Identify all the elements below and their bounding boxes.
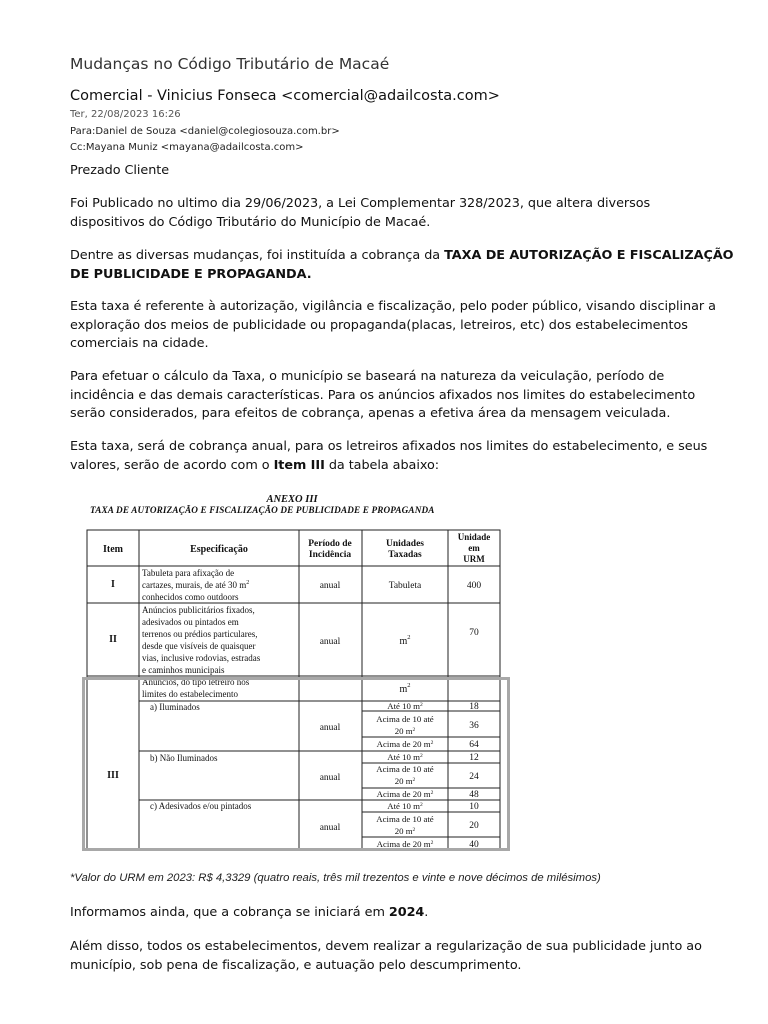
paragraph-5-text-end: da tabela abaixo:	[324, 457, 440, 473]
greeting: Prezado Cliente	[70, 163, 170, 178]
value-b3: 48	[469, 790, 479, 800]
paragraph-1-line-1: Foi Publicado no ultimo dia 29/06/2023, a Lei Complementar 328/2023, que altera diversos	[70, 196, 651, 211]
row1-urm: 400	[466, 581, 482, 591]
paragraph-3-line-2: exploração dos meios de publicidade ou propaganda(placas, letreiros, etc) dos estabelecimentos	[70, 317, 688, 333]
paragraph-4-line-1: Para efetuar o cálculo da Taxa, o município se baseará na natureza da veiculação, período de	[70, 369, 665, 384]
row2-spec-line6: e caminhos municipais	[142, 665, 225, 675]
tier-c2-label-l1: Acima de 10 até	[376, 814, 434, 824]
header-period-line1: Período de	[308, 539, 352, 549]
row3-spec-line2: limites do estabelecimento	[142, 689, 238, 699]
paragraph-3	[70, 298, 716, 354]
paragraph-5-text: valores, serão de acordo com o	[70, 457, 274, 473]
row1-spec-line1: Tabuleta para afixação de	[142, 568, 235, 578]
row3-sub-b: b) Não Iluminados	[150, 753, 218, 763]
paragraph-1	[70, 195, 710, 232]
row2-spec-line2: adesivados ou pintados em	[142, 617, 239, 627]
tier-a3-label: Acima de 20 $m^2$	[376, 739, 434, 749]
value-a3: 64	[469, 740, 479, 750]
header-period-line2: Incidência	[308, 550, 352, 560]
value-c1: 10	[469, 802, 479, 812]
row3-sub-c: c) Adesivados e/ou pintados	[150, 801, 252, 811]
row2-spec-line5: vias, inclusive rodovias, estradas	[142, 653, 261, 663]
paragraph-3-line-3: comerciais na cidade.	[70, 336, 209, 351]
value-c3: 40	[469, 840, 479, 850]
annex-table-image	[82, 492, 514, 862]
item-iii-bold: Item III	[273, 457, 325, 473]
paragraph-2	[70, 247, 734, 284]
paragraph-2-line-1	[70, 247, 734, 266]
header-units-line1: Unidades	[385, 539, 425, 549]
tax-name-bold-cont: DE PUBLICIDADE E PROPAGANDA.	[70, 266, 312, 282]
paragraph-7-line-2: município, sob pena de fiscalização, e autuação pelo descumprimento.	[70, 957, 522, 973]
paragraph-2-line-2	[70, 266, 710, 285]
row2-spec-line4: desde que visíveis de quaisquer	[142, 641, 256, 651]
row2-unit: $m^2$	[399, 634, 411, 647]
paragraph-6-text: Informamos ainda, que a cobrança se iniciará em	[70, 905, 389, 920]
paragraph-7-line-1: Além disso, todos os estabelecimentos, devem realizar a regularização de sua publicidade junto ao	[70, 939, 702, 954]
tier-b2-label-l1: Acima de 10 até	[376, 764, 434, 774]
email-to[interactable]: Para:Daniel de Souza <daniel@colegiosouza.com.br>	[70, 126, 340, 137]
row3-item: III	[107, 770, 119, 781]
paragraph-3-line-1: Esta taxa é referente à autorização, vigilância e fiscalização, pelo poder público, visando disciplinar a	[70, 299, 716, 314]
email-date: Ter, 22/08/2023 16:26	[70, 109, 181, 120]
row1-spec-line2: cartazes, murais, de até 30 $m^2$	[142, 580, 250, 590]
tax-name-bold: TAXA DE AUTORIZAÇÃO E FISCALIZAÇÃO	[444, 248, 734, 263]
email-cc[interactable]: Cc:Mayana Muniz <mayana@adailcosta.com>	[70, 142, 304, 153]
value-c2: 20	[469, 821, 479, 831]
paragraph-2-text: Dentre as diversas mudanças, foi instituída a cobrança da	[70, 248, 445, 263]
paragraph-5-line-1: Esta taxa, será de cobrança anual, para os letreiros afixados nos limites do estabelecimento, e seus	[70, 439, 708, 454]
value-a2: 36	[469, 721, 479, 731]
email-subject: Mudanças no Código Tributário de Macaé	[70, 55, 390, 73]
row1-unit: Tabuleta	[388, 581, 422, 591]
paragraph-1-line-2: dispositivos do Código Tributário do Município de Macaé.	[70, 214, 431, 230]
tier-a1-label: Até 10 $m^2$	[387, 701, 423, 711]
row3-sub-a: a) Iluminados	[150, 702, 200, 712]
annex-subtitle: TAXA DE AUTORIZAÇÃO E FISCALIZAÇÃO DE PUBLICIDADE E PROPAGANDA	[90, 505, 435, 515]
paragraph-5-line-2	[70, 457, 710, 476]
row1-item: I	[111, 579, 115, 590]
paragraph-7	[70, 938, 710, 975]
row2-urm: 70	[469, 628, 479, 638]
row2-period: anual	[319, 637, 341, 647]
header-item: Item	[103, 544, 123, 555]
tier-a2-label-l1: Acima de 10 até	[376, 714, 434, 724]
row3-spec-line1: Anúncios, do tipo letreiro nos	[142, 677, 250, 687]
tier-b1-label: Até 10 $m^2$	[387, 752, 423, 762]
annex-title: ANEXO III	[266, 494, 318, 505]
row3c-period: anual	[319, 823, 341, 833]
row3b-period: anual	[319, 773, 341, 783]
header-urm-line3: URM	[463, 554, 485, 564]
tier-c3-label: Acima de 20 $m^2$	[376, 839, 434, 849]
tier-c2-label-l2: 20 $m^2$	[394, 826, 416, 836]
email-sender[interactable]: Comercial - Vinicius Fonseca <comercial@adailcosta.com>	[70, 88, 500, 104]
highlight-frame	[82, 677, 510, 851]
paragraph-4-line-2: incidência e das demais características. Para os anúncios afixados nos limites do estabelecimento	[70, 387, 696, 403]
year-bold: 2024	[388, 905, 425, 920]
paragraph-6	[70, 904, 710, 923]
tier-a2-label-l2: 20 $m^2$	[394, 726, 416, 736]
header-units-line2: Taxadas	[388, 550, 422, 560]
paragraph-6-end: .	[424, 905, 429, 920]
urm-footnote: *Valor do URM em 2023: R$ 4,3329 (quatro reais, três mil trezentos e vinte e nove décimos de milésimos)	[70, 872, 601, 884]
row3a-period: anual	[319, 723, 341, 733]
row3-unit: $m^2$	[399, 682, 411, 695]
tier-b2-label-l2: 20 $m^2$	[394, 776, 416, 786]
tier-b3-label: Acima de 20 $m^2$	[376, 789, 434, 799]
row2-item: II	[109, 634, 117, 645]
paragraph-5	[70, 438, 710, 475]
header-urm-line2: em	[468, 543, 480, 553]
paragraph-4	[70, 368, 710, 424]
value-b2: 24	[469, 772, 479, 782]
row1-period: anual	[319, 581, 341, 591]
header-urm-line1: Unidade	[457, 532, 491, 542]
value-b1: 12	[469, 753, 479, 763]
value-a1: 18	[469, 702, 479, 712]
paragraph-4-line-3: serão considerados, para efeitos de cobrança, apenas a efetiva área da mensagem veiculada.	[70, 406, 671, 421]
row2-spec-line1: Anúncios publicitários fixados,	[142, 605, 255, 615]
row2-spec-line3: terrenos ou prédios particulares,	[142, 629, 258, 639]
header-spec: Especificação	[190, 544, 248, 555]
row1-spec-line3: conhecidos como outdoors	[142, 592, 239, 602]
tier-c1-label: Até 10 $m^2$	[387, 801, 423, 811]
